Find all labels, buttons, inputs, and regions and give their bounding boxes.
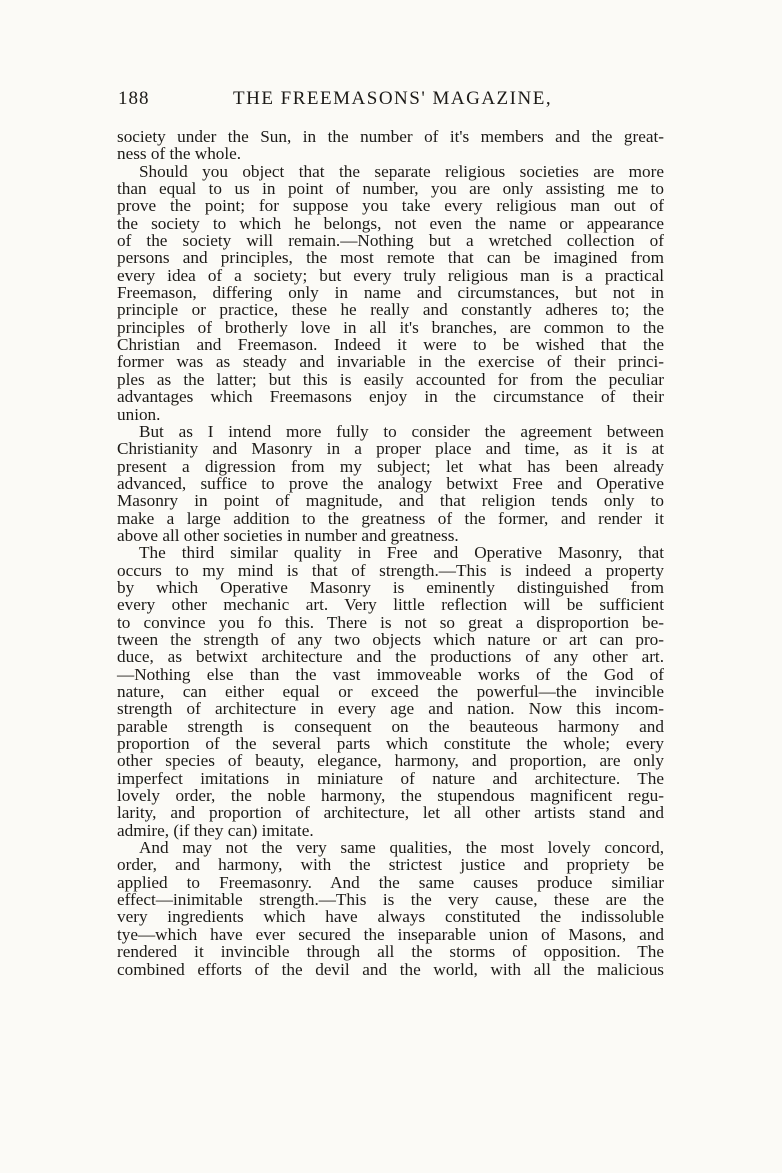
text-line: proportion of the several parts which constitute the whole; every [117, 734, 664, 754]
text-line: Christianity and Masonry in a proper place and time, as it is at [117, 439, 664, 459]
text-line: But as I intend more fully to consider the agreement between [139, 421, 664, 441]
text-line: And may not the very same qualities, the most lovely concord, [139, 838, 664, 858]
text-line: tye—which have ever secured the inseparable union of Masons, and [117, 924, 664, 944]
text-line: every other mechanic art. Very little reflection will be sufficient [117, 595, 664, 615]
text-line: former was as steady and invariable in the exercise of their princi- [117, 352, 664, 372]
text-line: applied to Freemasonry. And the same causes produce similiar [117, 872, 664, 892]
text-line: the society to which he belongs, not even the name or appearance [117, 213, 664, 233]
text-line: nature, can either equal or exceed the powerful—the invincible [117, 682, 664, 701]
text-line: every idea of a society; but every truly religious man is a practical [117, 265, 664, 285]
text-line: persons and principles, the most remote that can be imagined from [117, 248, 664, 268]
text-line: rendered it invincible through all the storms of opposition. The [117, 942, 664, 962]
running-title: THE FREEMASONS' MAGAZINE, [233, 88, 553, 109]
text-line: prove the point; for suppose you take every religious man out of [117, 196, 664, 216]
text-line: admire, (if they can) imitate. [117, 820, 314, 840]
text-line: ness of the whole. [117, 144, 242, 164]
text-line: larity, and proportion of architecture, let all other artists stand and [117, 803, 664, 823]
text-line: Masonry in point of magnitude, and that religion tends only to [117, 491, 664, 511]
text-line: very ingredients which have always constituted the indissoluble [117, 907, 664, 927]
text-line: advantages which Freemasons enjoy in the circumstance of their [117, 387, 664, 407]
text-line: by which Operative Masonry is eminently distinguished from [117, 577, 664, 597]
text-line: advanced, suffice to prove the analogy betwixt Free and Operative [117, 473, 664, 493]
text-line: society under the Sun, in the number of it's members and the great- [117, 127, 664, 146]
text-line: Should you object that the separate religious societies are more [139, 161, 664, 181]
text-line: order, and harmony, with the strictest justice and propriety be [117, 855, 664, 875]
text-line: Christian and Freemason. Indeed it were to be wished that the [117, 335, 664, 355]
text-line: above all other societies in number and greatness. [117, 525, 459, 545]
text-line: lovely order, the noble harmony, the stupendous magnificent regu- [117, 786, 664, 806]
text-line: union. [117, 404, 161, 424]
text-line: imperfect imitations in miniature of nature and architecture. The [117, 768, 664, 788]
text-line: The third similar quality in Free and Operative Masonry, that [139, 543, 664, 563]
body-text [117, 128, 664, 978]
text-line: effect—inimitable strength.—This is the very cause, these are the [117, 890, 664, 910]
text-line: combined efforts of the devil and the world, with all the malicious [117, 959, 664, 979]
text-line: present a digression from my subject; let what has been already [117, 456, 664, 476]
text-line: tween the strength of any two objects which nature or art can pro- [117, 629, 664, 649]
page-number: 188 [118, 88, 150, 109]
text-line: of the society will remain.—Nothing but a wretched collection of [117, 231, 664, 251]
text-line: strength of architecture in every age and nation. Now this incom- [117, 699, 664, 719]
text-line: make a large addition to the greatness of the former, and render it [117, 508, 664, 528]
text-line: parable strength is consequent on the beauteous harmony and [117, 716, 664, 736]
text-line: —Nothing else than the vast immoveable works of the God of [117, 664, 664, 684]
text-line: than equal to us in point of number, you are only assisting me to [117, 179, 664, 199]
text-line: principle or practice, these he really and constantly adheres to; the [117, 300, 664, 320]
text-line: Freemason, differing only in name and circumstances, but not in [117, 283, 664, 303]
text-line: to convince you fo this. There is not so great a disproportion be- [117, 612, 664, 632]
text-line: principles of brotherly love in all it's branches, are common to the [117, 317, 664, 337]
text-line: duce, as betwixt architecture and the productions of any other art. [117, 647, 664, 667]
text-line: ples as the latter; but this is easily accounted for from the peculiar [117, 369, 664, 389]
text-line: occurs to my mind is that of strength.—This is indeed a property [117, 560, 664, 580]
text-line: other species of beauty, elegance, harmony, and proportion, are only [117, 751, 664, 771]
